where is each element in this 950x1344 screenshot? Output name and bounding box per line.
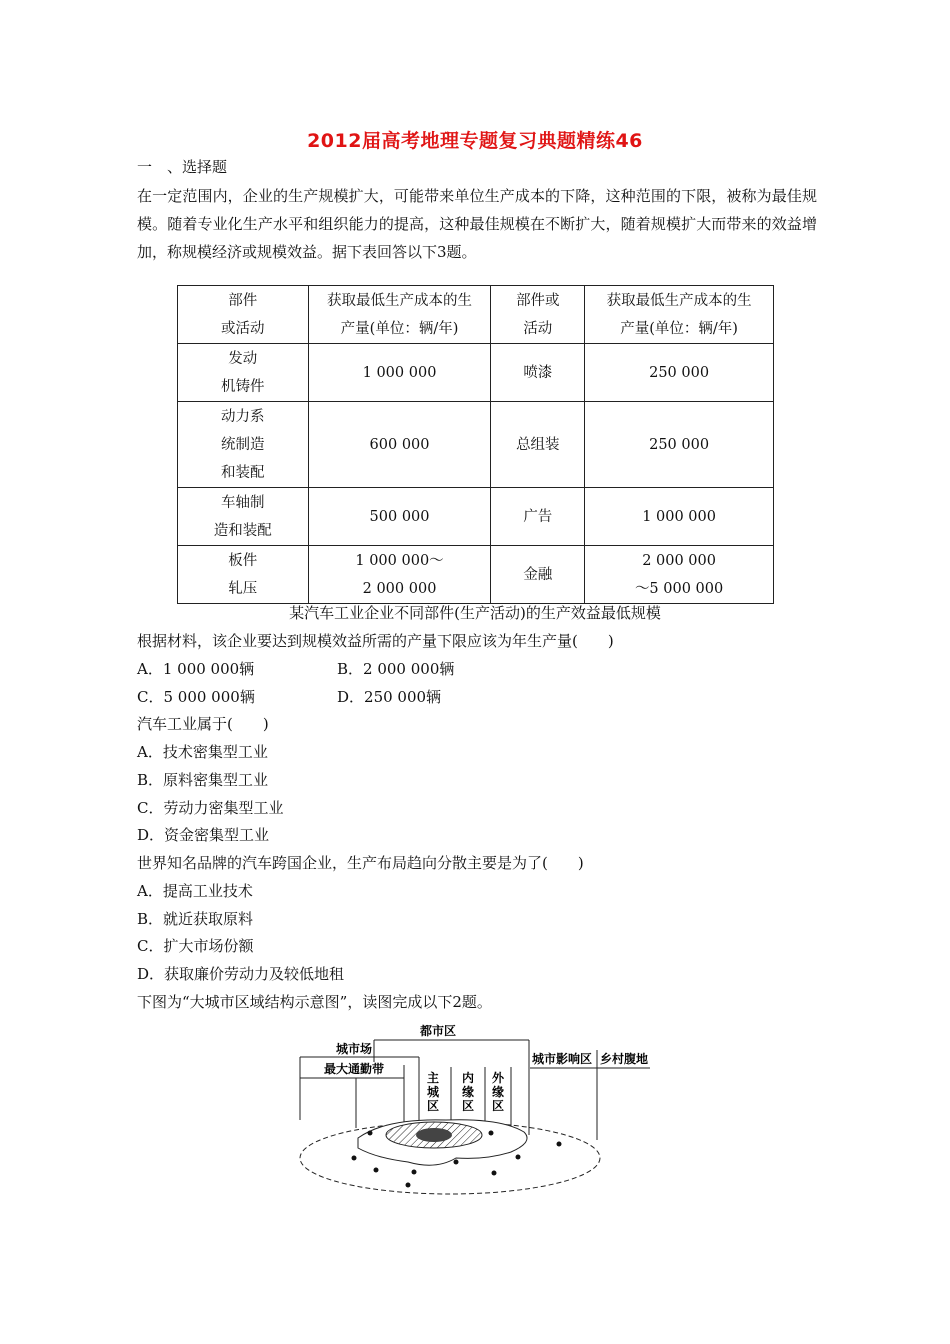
label-outer-fringe: 外缘区: [491, 1071, 505, 1113]
question-1-stem: 根据材料，该企业要达到规模效益所需的产量下限应该为年生产量( ): [137, 632, 614, 650]
question-2-option-d: D．资金密集型工业: [137, 826, 270, 844]
production-scale-table: [177, 285, 774, 604]
header-part-b: 部件或 活动: [491, 286, 585, 344]
cell-part-b: 广告: [491, 488, 585, 546]
table-row: [178, 546, 774, 604]
question-1-option-a: A．1 000 000辆: [137, 660, 255, 678]
document-title: 2012届高考地理专题复习典题精练46: [307, 130, 643, 152]
cell-part-b: 喷漆: [491, 344, 585, 402]
header-output-b: 获取最低生产成本的生 产量(单位：辆/年): [585, 286, 774, 344]
question-2-option-c: C．劳动力密集型工业: [137, 799, 284, 817]
cell-output-a: 600 000: [308, 402, 491, 488]
intro-paragraph: 在一定范围内，企业的生产规模扩大，可能带来单位生产成本的下降，这种范围的下限，被称为最佳规模。随着专业化生产水平和组织能力的提高，这种最佳规模在不断扩大，随着规模扩大而带来的效益增加，称规模经济或规模效益。据下表回答以下3题。: [137, 187, 817, 261]
label-main-city: 主城区: [426, 1071, 440, 1113]
cell-part-a: 动力系 统制造 和装配: [178, 402, 309, 488]
city-structure-diagram: [296, 1020, 656, 1200]
section-heading: 一 、选择题: [137, 158, 228, 176]
cell-output-b: 2 000 000 ～5 000 000: [585, 546, 774, 604]
main-city-core: [416, 1128, 452, 1142]
table-header-row: [178, 286, 774, 344]
label-max-commute: 最大通勤带: [324, 1062, 385, 1076]
header-part-a: 部件 或活动: [178, 286, 309, 344]
cell-output-a: 500 000: [308, 488, 491, 546]
cell-output-b: 250 000: [585, 402, 774, 488]
label-influence-zone: 城市影响区: [532, 1052, 593, 1066]
label-inner-fringe: 内缘区: [461, 1071, 475, 1113]
table-row: [178, 344, 774, 402]
cell-part-a: 车轴制 造和装配: [178, 488, 309, 546]
label-metro-area: 都市区: [420, 1024, 457, 1038]
cell-part-b: 金融: [491, 546, 585, 604]
table-row: [178, 488, 774, 546]
question-2-stem: 汽车工业属于( ): [137, 715, 269, 733]
cell-output-b: 1 000 000: [585, 488, 774, 546]
question-3-stem: 世界知名品牌的汽车跨国企业，生产布局趋向分散主要是为了( ): [137, 854, 584, 872]
question-3-option-d: D．获取廉价劳动力及较低地租: [137, 965, 345, 983]
cell-part-a: 发动 机铸件: [178, 344, 309, 402]
cell-output-b: 250 000: [585, 344, 774, 402]
label-rural-hinterland: 乡村腹地: [600, 1052, 649, 1066]
question-2-option-a: A．技术密集型工业: [137, 743, 268, 761]
question-1-option-b: B．2 000 000辆: [337, 660, 455, 678]
question-3-option-a: A．提高工业技术: [137, 882, 253, 900]
question-1-option-c: C．5 000 000辆: [137, 688, 255, 706]
diagram-intro: 下图为“大城市区域结构示意图”，读图完成以下2题。: [137, 993, 492, 1011]
cell-part-b: 总组装: [491, 402, 585, 488]
question-3-option-c: C．扩大市场份额: [137, 937, 254, 955]
label-city-market: 城市场: [336, 1042, 373, 1056]
cell-part-a: 板件 轧压: [178, 546, 309, 604]
question-2-option-b: B．原料密集型工业: [137, 771, 269, 789]
header-output-a: 获取最低生产成本的生 产量(单位：辆/年): [308, 286, 491, 344]
cell-output-a: 1 000 000: [308, 344, 491, 402]
question-1-option-d: D．250 000辆: [337, 688, 442, 706]
question-3-option-b: B．就近获取原料: [137, 910, 254, 928]
table-row: [178, 402, 774, 488]
cell-output-a: 1 000 000～ 2 000 000: [308, 546, 491, 604]
table-caption: 某汽车工业企业不同部件(生产活动)的生产效益最低规模: [289, 604, 661, 622]
